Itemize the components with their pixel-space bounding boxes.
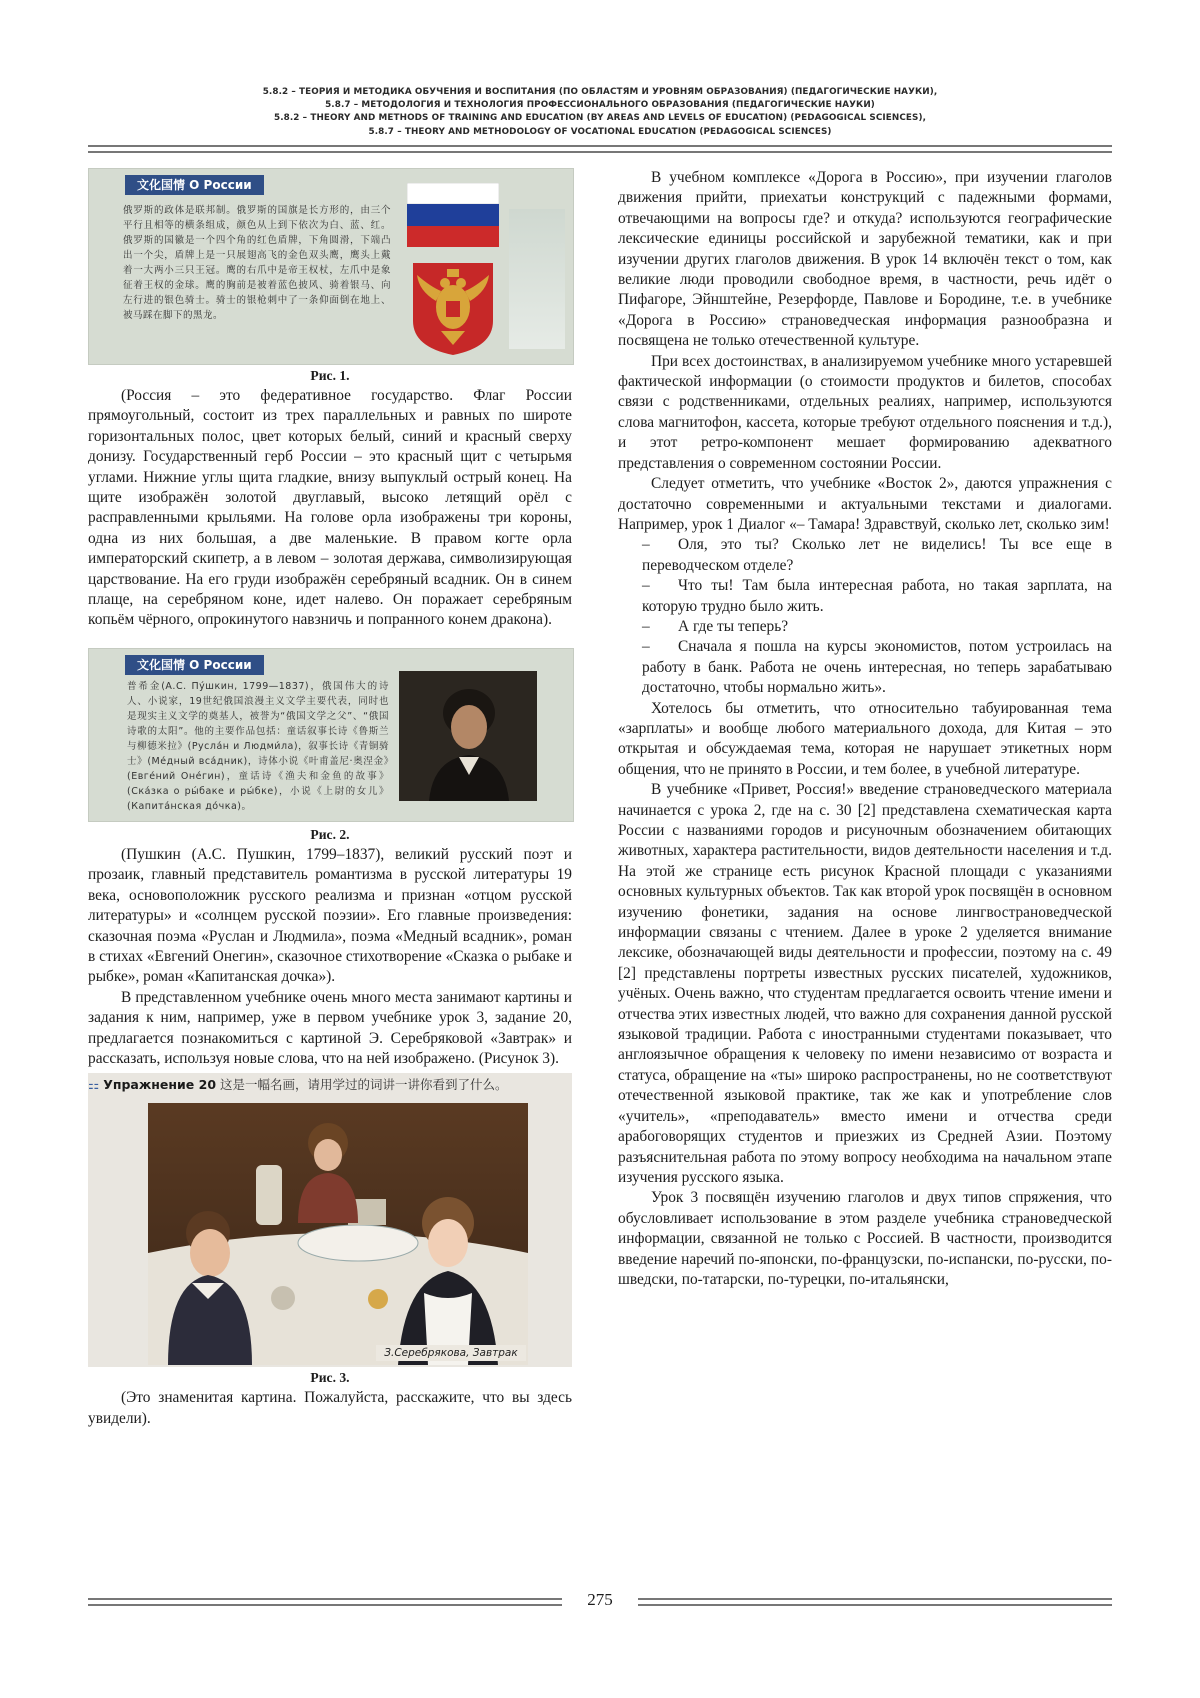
dialogue-text: Оля, это ты? Сколько лет не виделись! Ты все еще в переводческом отделе?: [642, 536, 1112, 574]
dialogue-dash: –: [642, 577, 650, 595]
dialogue-dash: –: [642, 536, 650, 554]
footer-rule-left: [88, 1598, 562, 1606]
painting-label: З.Серебрякова, Завтрак: [376, 1345, 526, 1361]
figure-2-chinese-text: 普希金(А.С. Пу́шкин, 1799—1837)，俄国伟大的诗人、小说家，19世纪俄国浪漫主义文学主要代表，同时也是现实主义文学的奠基人，被誉为“俄国文学之父”、“俄国诗歌的太阳”。他的主要作品包括：童话叙事长诗《鲁斯兰与柳德米拉》(Русла́н и Людми́ла)，叙事长诗《青铜骑士》(Ме́дный вса́дник)，诗体小说《叶甫盖尼·奥涅金》(Евге́ний Оне́гин)，童话诗《渔夫和金鱼的故事》(Ска́зка о ры́баке и ры́бке)，小说《上尉的女儿》(Капита́нская до́чка)。: [127, 680, 389, 812]
dialogue-text: Сначала я пошла на курсы экономистов, потом устроилась на работу в банк. Работа не очень интересная, но теперь зарабатываю достаточно, чтобы нормально жить».: [642, 638, 1112, 697]
header-rule: [88, 145, 1112, 153]
breakfast-painting: [148, 1103, 528, 1365]
left-column: [88, 168, 572, 1429]
figure-1-caption: Рис. 1.: [310, 368, 350, 383]
footer-rule-right: [638, 1598, 1112, 1606]
dialogue-text: Что ты! Там была интересная работа, но такая зарплата, на которую трудно было жить.: [642, 577, 1112, 615]
figure-1-tag: 文化国情 О России: [125, 175, 264, 195]
left-paragraph-3: В представленном учебнике очень много места занимают картины и задания к ним, например, уже в первом учебнике урок 3, задание 20, предлагается познакомиться с картиной Э. Серебряковой «Завтрак» и рассказать, используя новые слова, что на ней изображено. (Рисунок 3).: [88, 988, 572, 1067]
dialogue-text: А где ты теперь?: [678, 617, 789, 635]
dialogue-dash: –: [642, 638, 650, 656]
exercise-icon: ⚏: [88, 1077, 100, 1093]
figure-3: [88, 1073, 572, 1367]
right-paragraph-1: В учебном комплексе «Дорога в Россию», при изучении глаголов движения прийти, приехатьи конструкций с падежными формами, отвечающими на вопросы где? и откуда? используются географические лексические единицы российской и зарубежной тематики, как и при изучении других глаголов движения. В урок 14 включён текст о том, как великие люди проводили свободное время, в частности, речь идёт о Пифагоре, Эйнштейне, Резерфорде, Павлове и Бородине, т.е. в учебнике «Дорога в Россию» страноведческая информация разнообразна и посвящена не только отечественной культуре.: [618, 169, 1112, 350]
figure-1-watermark: [509, 209, 565, 349]
figure-2: [88, 648, 574, 822]
fig-1-translation: (Россия – это федеративное государство. Флаг России прямоугольный, состоит из трех параллельных и равных по широте горизонтальных полос, цвет которых белый, синий и красный сверху донизу. Государственный герб России – это красный щит с четырьмя углами. Нижние углы щита гладкие, внизу выпуклый острый конец. На щите изображён золотой двуглавый, высоко летящий орёл с расправленными крыльями. На голове орла изображены три короны, одна из них большая, а две маленькие. В правом когте орла императорский скипетр, а в левом – золотая держава, символизирующая царствование. На его груди изображён серебряный всадник. Он в синем плаще, на серебряном коне, идет налево. Он поражает серебряным копьём чёрного, опрокинутого навзничь и попранного конем дракона).: [88, 387, 572, 629]
figure-2-caption: Рис. 2.: [310, 826, 350, 842]
exercise-label: Упражнение 20: [103, 1077, 217, 1093]
right-column: [618, 168, 1112, 1290]
header-line-3: 5.8.2 – THEORY AND METHODS OF TRAINING AND EDUCATION (BY AREAS AND LEVELS OF EDUCATION) (PEDAGOGICAL SCIENCES),: [273, 113, 927, 124]
dialogue-line-3: [618, 617, 1112, 637]
pushkin-portrait: [399, 671, 537, 801]
header-line-4: 5.8.7 – THEORY AND METHODOLOGY OF VOCATIONAL EDUCATION (PEDAGOGICAL SCIENCES): [368, 126, 832, 137]
exercise-instruction: 这是一幅名画，请用学过的词讲一讲你看到了什么。: [220, 1077, 508, 1093]
flag-red-stripe: [407, 226, 499, 247]
exercise-header: [88, 1073, 572, 1097]
header-line-1: 5.8.2 – ТЕОРИЯ И МЕТОДИКА ОБУЧЕНИЯ И ВОСПИТАНИЯ (ПО ОБЛАСТЯМ И УРОВНЯМ ОБРАЗОВАНИЯ) (ПЕДАГОГИЧЕСКИЕ НАУКИ),: [262, 87, 938, 97]
fig-3-translation: (Это знаменитая картина. Пожалуйста, расскажите, что вы здесь увидели).: [88, 1389, 572, 1427]
right-paragraph-4: Хотелось бы отметить, что относительно табуированная тема «зарплаты» и вообще любого материального дохода, для Китая – это открытая и обсуждаемая тема, которая не нарушает этикетных норм общения, что не принято в России, и тем более, в учебной литературе.: [618, 699, 1112, 778]
flag-blue-stripe: [407, 204, 499, 226]
dialogue-dash: –: [642, 617, 650, 635]
dialogue-line-4: [618, 637, 1112, 698]
right-paragraph-2: При всех достоинствах, в анализируемом учебнике много устаревшей фактической информации (о стоимости продуктов и билетов, способах связи с родственниками, отдельных реалиях, например, используются слова магнитофон, кассета, которые требуют отдельного пояснения и т.д.), и этот ретро-компонент мешает формированию адекватного представления о современном состоянии России.: [618, 352, 1112, 472]
figure-3-caption: Рис. 3.: [310, 1370, 350, 1386]
figure-2-tag: 文化国情 О России: [125, 655, 264, 675]
russian-flag: [407, 183, 499, 247]
header-line-2: 5.8.7 – МЕТОДОЛОГИЯ И ТЕХНОЛОГИЯ ПРОФЕССИОНАЛЬНОГО ОБРАЗОВАНИЯ (ПЕДАГОГИЧЕСКИЕ НАУКИ): [325, 100, 875, 111]
dialogue-line-1: [618, 535, 1112, 576]
coat-of-arms-icon: [411, 261, 495, 357]
right-paragraph-5: В учебнике «Привет, Россия!» введение страноведческого материала начинается с урока 2, где на с. 30 [2] представлена схематическая карта России с названиями городов и рисуночным обозначением обитающих животных, характера растительности, видов деятельности населения и т.д. На этой же странице есть рисунок Красной площади с указаниями основных культурных объектов. Так как второй урок посвящён в основном изучению фонетики, задания на основе лингвострановедческой информации связаны с чтением. Далее в уроке 2 уделяется внимание лексике, обозначающей виды деятельности и профессии, поэтому на с. 49 [2] представлены портреты известных русских писателей, художников, учёных. Очень важно, что студентам предлагается освоить чтение имени и отчества этих известных людей, что важно для сохранения данной русской языковой традиции. Работа с иностранными студентами показывает, что англоязычное обращения к человеку по имени независимо от возраста и статуса, обращение на «ты» широко распространены, но не соответствуют отечественной языковой практике, так же как и употребление слов «учитель», «преподаватель» вместо имени и отчества среди арабоговорящих студентов и приезжих из Средней Азии. Поэтому разъяснительная работа по этому вопросу необходима на начальном этапе изучения русского языка.: [618, 781, 1112, 1186]
figure-1-chinese-text: 俄罗斯的政体是联邦制。俄罗斯的国旗是长方形的，由三个平行且相等的横条组成，颜色从上到下依次为白、蓝、红。俄罗斯的国徽是一个四个角的红色盾牌，下角圆滑，下端凸出一个尖，盾牌上是一只展翅高飞的金色双头鹰，鹰头上戴着一大两小三只王冠。鹰的右爪中是帝王权杖，左爪中是象征着王权的金球。鹰的胸前是被着蓝色披风、骑着银马、向左行进的银色骑士。骑士的银枪刺中了一条仰面倒在地上、被马踩在脚下的黑龙。: [123, 205, 391, 321]
flag-white-stripe: [407, 183, 499, 204]
page-number: 275: [587, 1590, 613, 1609]
running-header: [88, 86, 1112, 139]
fig-2-translation: (Пушкин (А.С. Пушкин, 1799–1837), великий русский поэт и прозаик, главный представитель романтизма в русской литературы 19 века, основоположник русского реализма и признан «отцом русской литературы» и «солнцем русской поэзии». Его главные произведения: сказочная поэма «Руслан и Людмила», поэма «Медный всадник», роман в стихах «Евгений Онегин», сказочное стихотворение «Сказка о рыбаке и рыбке», роман «Капитанская дочка»).: [88, 845, 572, 986]
dialogue-line-2: [618, 576, 1112, 617]
right-paragraph-3: Следует отметить, что учебнике «Восток 2», даются упражнения с достаточно современными и актуальными текстами и диалогами. Например, урок 1 Диалог «– Тамара! Здравствуй, сколько лет, сколько зим!: [618, 475, 1112, 533]
figure-1: [88, 168, 574, 365]
right-paragraph-6: Урок 3 посвящён изучению глаголов и двух типов спряжения, что обусловливает использование в этом разделе учебника страноведческой информации, связанной не только с Россией. В частности, производится введение наречий по-японски, по-французски, по-испански, по-русски, по-шведски, по-татарски, по-турецки, по-итальянски,: [618, 1189, 1112, 1288]
